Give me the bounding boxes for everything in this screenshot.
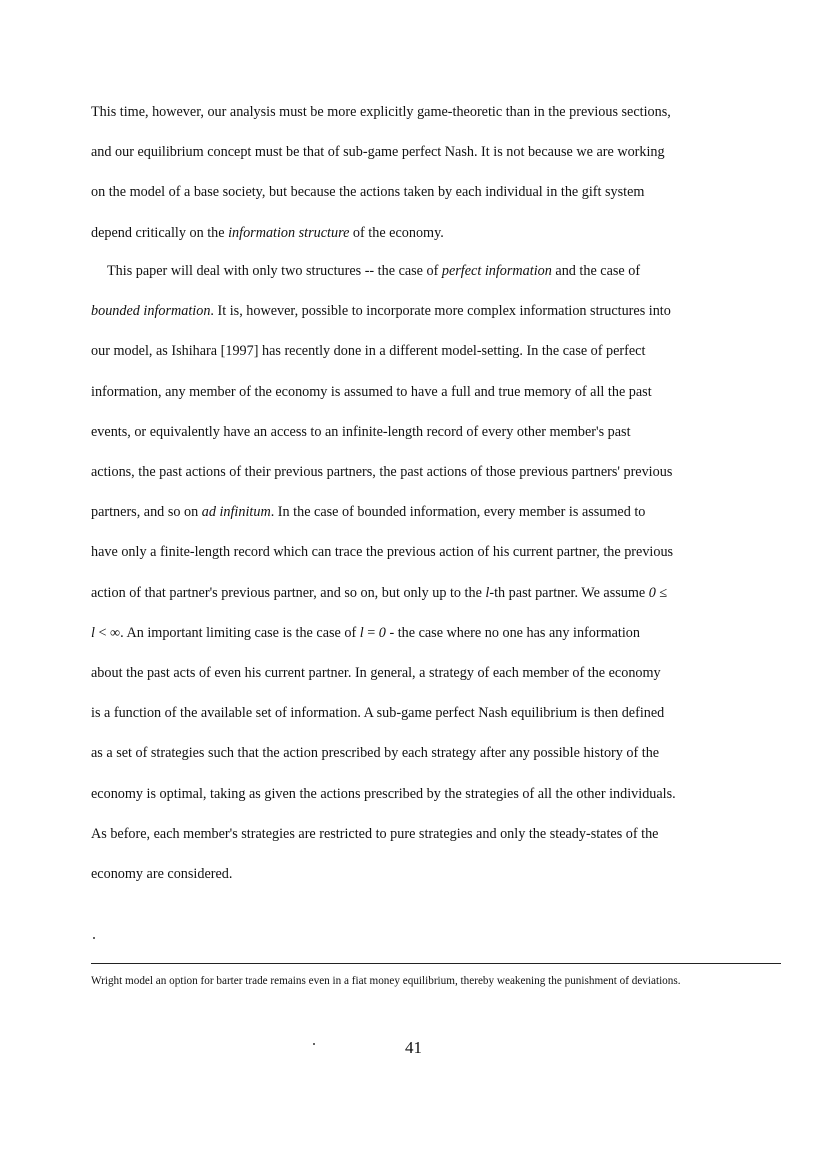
- paragraph-2-line-8: have only a finite-length record which can trace the previous action of his current partner, the previous: [91, 544, 674, 561]
- paragraph-2-line-10-end: - the case where no one has any information: [385, 624, 640, 641]
- footnote-divider: [91, 963, 781, 964]
- paragraph-2-line-2: [91, 291, 781, 331]
- paragraph-2-line-10-eq: =: [363, 624, 379, 641]
- paragraph-2-line-9-end: ≤: [655, 584, 668, 601]
- variable-l: l: [91, 624, 95, 641]
- bounded-information-term: bounded information: [91, 303, 211, 320]
- paragraph-2-line-16: economy are considered.: [91, 866, 233, 883]
- paragraph-2-line-10: [91, 613, 781, 653]
- paragraph-2-line-9-start: action of that partner's previous partner, and so on, but only up to the: [91, 584, 486, 601]
- variable-zero: 0: [378, 624, 386, 641]
- variable-l: l: [485, 584, 490, 601]
- paragraph-1-line-4: [91, 213, 781, 253]
- paragraph-2-line-13: as a set of strategies such that the action prescribed by each strategy after any possible history of the: [91, 745, 660, 762]
- paragraph-2-line-9: [91, 573, 781, 613]
- paragraph-2-line-9-mid: -th past partner. We assume: [489, 584, 649, 601]
- paragraph-2: [91, 251, 781, 894]
- page-number: 41: [405, 1038, 422, 1057]
- paragraph-2-line-3: our model, as Ishihara [1997] has recently done in a different model-setting. In the case of perfect: [91, 343, 646, 360]
- paragraph-1-line-1: This time, however, our analysis must be more explicitly game-theoretic than in the previous sections,: [91, 104, 671, 120]
- variable-zero: 0: [648, 584, 656, 601]
- ad-infinitum-term: ad infinitum: [201, 504, 271, 521]
- paragraph-2-line-15: As before, each member's strategies are restricted to pure strategies and only the steady-states of the: [91, 825, 659, 842]
- paragraph-1-line-3: on the model of a base society, but because the actions taken by each individual in the gift system: [91, 184, 645, 201]
- paragraph-2-line-6: actions, the past actions of their previous partners, the past actions of those previous partners' previous: [91, 464, 673, 481]
- paragraph-1-line-2: and our equilibrium concept must be that of sub-game perfect Nash. It is not because we are working: [91, 144, 665, 161]
- paragraph-2-line-11: about the past acts of even his current partner. In general, a strategy of each member of the economy: [91, 665, 661, 682]
- paragraph-1: [91, 92, 781, 253]
- paragraph-2-line-1-end: and the case of: [551, 263, 641, 279]
- perfect-information-term: perfect information: [441, 263, 552, 279]
- footnote-text: Wright model an option for barter trade remains even in a fiat money equilibrium, thereby weakening the punishment of deviations.: [91, 975, 681, 987]
- paragraph-2-line-14: economy is optimal, taking as given the actions prescribed by the strategies of all the other individuals.: [91, 785, 676, 802]
- paragraph-2-line-12: is a function of the available set of information. A sub-game perfect Nash equilibrium is then defined: [91, 705, 665, 722]
- paragraph-2-line-7-start: partners, and so on: [91, 504, 202, 521]
- paragraph-2-line-2-end: . It is, however, possible to incorporate more complex information structures into: [210, 303, 671, 320]
- information-structure-term: information structure: [228, 224, 350, 241]
- variable-l: l: [359, 624, 364, 641]
- paragraph-2-line-10-mid: < ∞. An important limiting case is the case of: [94, 624, 360, 641]
- paragraph-2-line-1-start: This paper will deal with only two structures -- the case of: [107, 263, 442, 279]
- paragraph-1-line-4-start: depend critically on the: [91, 224, 229, 241]
- scan-speck: [93, 937, 95, 939]
- paragraph-2-line-4: information, any member of the economy is assumed to have a full and true memory of all the past: [91, 383, 652, 400]
- paragraph-2-line-1: [91, 251, 781, 291]
- paragraph-2-line-5: events, or equivalently have an access to an infinite-length record of every other member's past: [91, 423, 631, 440]
- paragraph-2-line-7-end: . In the case of bounded information, every member is assumed to: [270, 504, 646, 521]
- paragraph-1-line-4-end: of the economy.: [349, 224, 444, 241]
- paragraph-2-line-7: [91, 492, 781, 532]
